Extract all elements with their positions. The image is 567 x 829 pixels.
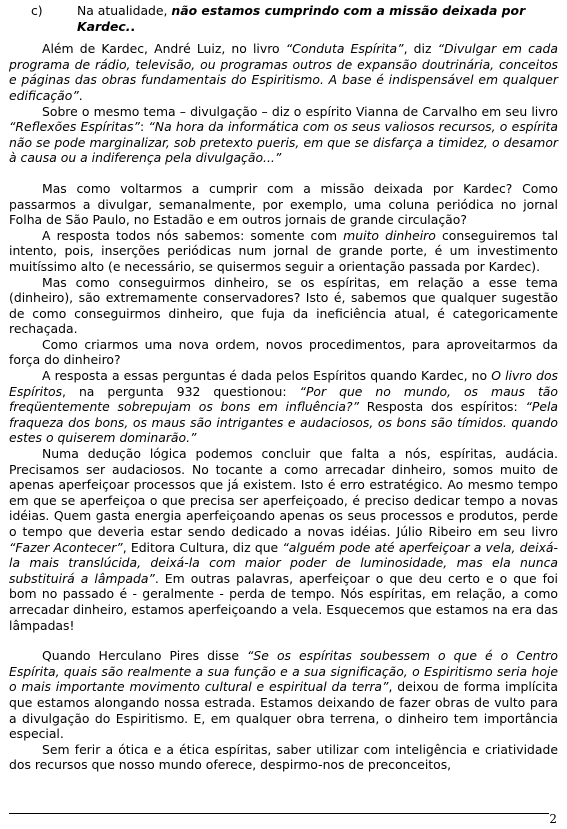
page-number: 2 bbox=[549, 812, 557, 826]
paragraph-resposta-dinheiro: A resposta todos nós sabemos: somente com muito dinheiro conseguiremos tal intento, pois, inserções periódicas num jornal de grande porte, é um investimento muitíssimo alto (e necessário, se quisermos seguir a orientação passada por Kardec). bbox=[9, 227, 559, 274]
paragraph-herculano-pires: Quando Herculano Pires disse “Se os espíritas soubessem o que é o Centro Espírita, quais são realmente a sua função e a sua significação, o Espiritismo seria hoje o mais importante movimento cultural e espiritual da terra”, deixou de forma implícita que estamos alongando nossa estrada. Estamos deixando de fazer obras de vulto para a divulgação do Espiritismo. E, em qualquer obra terrena, o dinheiro tem importância especial. bbox=[9, 648, 558, 742]
heading-text: Na atualidade, não estamos cumprindo com a missão deixada por Kardec.. bbox=[77, 3, 526, 34]
section-heading bbox=[9, 3, 558, 34]
paragraph-livro-dos-espiritos: A resposta a essas perguntas é dada pelos Espíritos quando Kardec, no O livro dos Espíritos, na pergunta 932 questionou: “Por que no mundo, os maus tão freqüentemente sobrepujam os bons em influência?” Resposta dos espíritos: “Pela fraqueza dos bons, os maus são intrigantes e audaciosos, os bons são tímidos. quando estes o quiserem dominarão.” bbox=[9, 368, 558, 446]
paragraph-vianna-de-carvalho: Sobre o mesmo tema – divulgação – diz o espírito Vianna de Carvalho em seu livro “Reflexões Espíritas”: “Na hora da informática com os seus valiosos recursos, o espírita não se pode marginalizar, sob pretexto pueris, em que se disfarça a timidez, o desamor à causa ou a indiferença pela divulgação...” bbox=[9, 103, 558, 166]
paragraph-audacia: Numa dedução lógica podemos concluir que falta a nós, espíritas, audácia. Precisamos ser audaciosos. No tocante a como arrecadar dinheiro, somos muito de apenas aperfeiçoar processos que já existem. Isto é erro estratégico. Ao mesmo tempo em que se aperfeiçoa o que precisa ser aperfeiçoado, é preciso dedicar tempo a novas idéias. Quem gasta energia aperfeiçoando apenas os seus processos e produtos, perde o tempo que deveria estar sendo dedicado a novas idéias. Júlio Ribeiro em seu livro “Fazer Acontecer”, Editora Cultura, diz que “alguém pode até aperfeiçoar a vela, deixá-la mais translúcida, deixá-la com maior poder de luminosidade, mas ela nunca substituirá a lâmpada”. Em outras palavras, aperfeiçoar o que deu certo e o que foi bom no passado é - geralmente - perda de tempo. Nós espíritas, em relação, a como arrecadar dinheiro, estamos aperfeiçoando a vela. Esquecemos que estamos na era das lâmpadas! bbox=[9, 446, 558, 633]
paragraph-question-divulgar: Mas como voltarmos a cumprir com a missão deixada por Kardec? Como passarmos a divulgar, semanalmente, por exemplo, uma coluna periódica no jornal Folha de São Paulo, no Estadão e em outros jornais de grande circulação? bbox=[9, 180, 558, 228]
paragraph-etica-espirita: Sem ferir a ótica e a ética espíritas, saber utilizar com inteligência e criatividade dos recursos que nosso mundo oferece, despirmo-nos de preconceitos, bbox=[9, 741, 558, 773]
heading-emphasis: não estamos cumprindo com a missão deixada por Kardec. bbox=[77, 3, 526, 34]
heading-letter: c) bbox=[31, 3, 43, 18]
footer-divider bbox=[9, 813, 549, 814]
paragraph-nova-ordem: Como criarmos uma nova ordem, novos procedimentos, para aproveitarmos da força do dinheiro? bbox=[9, 336, 558, 368]
paragraph-conservadores: Mas como conseguirmos dinheiro, se os espíritas, em relação a esse tema (dinheiro), são extremamente conservadores? Isto é, sabemos que qualquer sugestão de como conseguirmos dinheiro, que fuja da ineficiência atual, é categoricamente rechaçada. bbox=[9, 274, 558, 337]
paragraph-andre-luiz: Além de Kardec, André Luiz, no livro “Conduta Espírita”, diz “Divulgar em cada programa de rádio, televisão, ou programas outros de expansão doutrinária, conceitos e páginas das obras fundamentais do Espiritismo. A base é indispensável em qualquer edificação”. bbox=[9, 41, 558, 103]
